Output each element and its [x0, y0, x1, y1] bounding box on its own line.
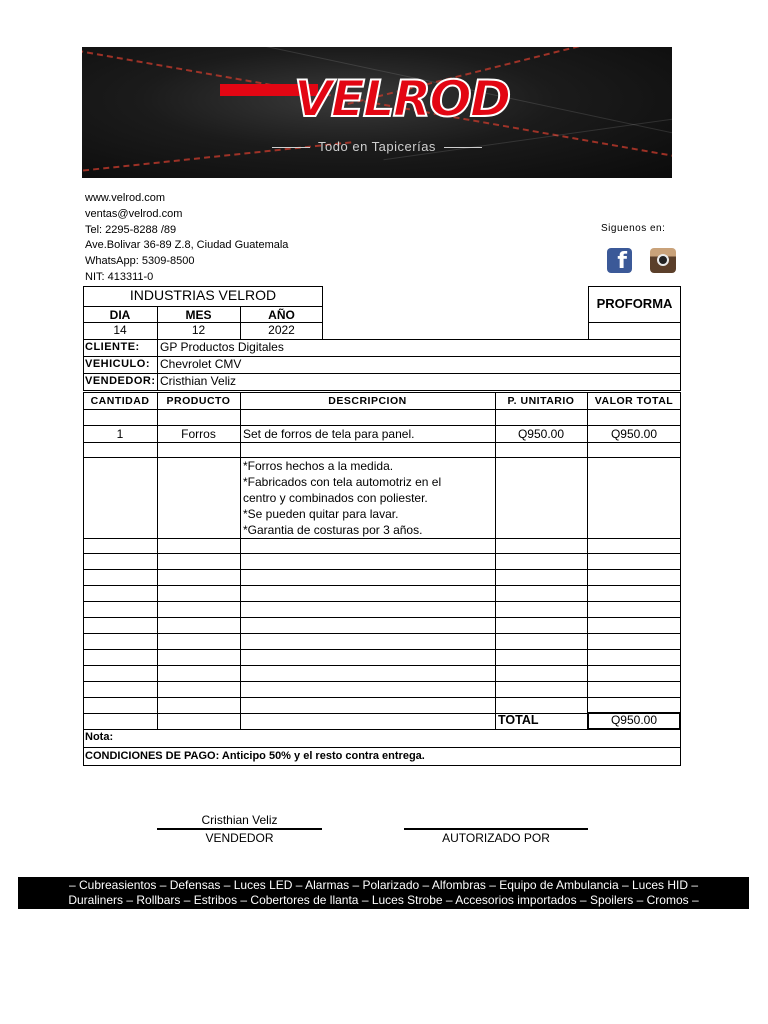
table-row-line — [83, 601, 681, 602]
note-line-2: *Fabricados con tela automotriz en el — [243, 475, 442, 489]
col-header-description: DESCRIPCION — [328, 395, 407, 407]
brand-tagline — [82, 139, 672, 154]
table-row-line — [83, 425, 681, 426]
note-line-3: centro y combinados con poliester. — [243, 491, 428, 505]
date-day: 14 — [113, 323, 127, 337]
table-row-line — [83, 681, 681, 682]
table-row-line — [83, 569, 681, 570]
table-row-line — [83, 457, 681, 458]
payment-conditions: CONDICIONES DE PAGO: Anticipo 50% y el resto contra entrega. — [85, 750, 425, 762]
note-line-1: *Forros hechos a la medida. — [243, 459, 394, 473]
services-line-1: – Cubreasientos – Defensas – Luces LED – Alarmas – Polarizado – Alfombras – Equipo de Ambulancia – Luces HID – — [68, 878, 699, 892]
company-name: INDUSTRIAS VELROD — [129, 287, 277, 303]
table-row-line — [83, 409, 681, 410]
seller-signature-line — [157, 828, 322, 830]
proforma-box — [588, 286, 681, 340]
total-label: TOTAL — [498, 713, 539, 727]
col-header-product: PRODUCTO — [166, 395, 231, 407]
table-row-line — [83, 585, 681, 586]
services-footer — [18, 877, 749, 909]
col-header-qty: CANTIDAD — [90, 395, 150, 407]
client-value: GP Productos Digitales — [160, 340, 284, 354]
services-line-2: Duraliners – Rollbars – Estribos – Cobertores de llanta – Luces Strobe – Accesorios importados – Spoilers – Cromos – — [68, 893, 699, 907]
client-label: CLIENTE: — [85, 341, 140, 353]
website-link[interactable]: www.velrod.com — [85, 192, 166, 204]
seller-signature-title: VENDEDOR — [205, 831, 274, 845]
table-row-line — [83, 697, 681, 698]
doc-type: PROFORMA — [596, 296, 673, 311]
col-header-unit-price: P. UNITARIO — [507, 395, 575, 407]
seller-value: Cristhian Veliz — [160, 374, 237, 388]
nota-label: Nota: — [85, 731, 114, 743]
seller-label: VENDEDOR: — [85, 375, 156, 387]
brand-logo: VELROD — [294, 70, 510, 128]
date-year: 2022 — [268, 323, 295, 337]
authorized-signature-line — [404, 828, 588, 830]
tagline-text: Todo en Tapicerías — [318, 139, 436, 154]
nit: NIT: 413311-0 — [85, 270, 154, 283]
authorized-signature-title: AUTORIZADO POR — [442, 831, 550, 845]
table-row-line — [83, 538, 681, 539]
contact-info — [85, 191, 288, 286]
date-month: 12 — [191, 323, 206, 337]
whatsapp: WhatsApp: 5309-8500 — [85, 255, 195, 268]
item-unit-price: Q950.00 — [517, 427, 565, 441]
vehicle-label: VEHICULO: — [85, 358, 150, 370]
col-header-total: VALOR TOTAL — [594, 395, 674, 407]
email-link[interactable]: ventas@velrod.com — [85, 207, 183, 220]
note-line-4: *Se pueden quitar para lavar. — [243, 507, 399, 521]
item-qty: 1 — [116, 427, 124, 441]
date-day-label: DIA — [109, 308, 131, 322]
follow-us-label: Siguenos en: — [601, 223, 666, 234]
address: Ave.Bolivar 36-89 Z.8, Ciudad Guatemala — [85, 239, 289, 252]
table-row-line — [83, 553, 681, 554]
item-product: Forros — [181, 427, 216, 441]
vehicle-value: Chevrolet CMV — [160, 357, 242, 371]
table-row-line — [83, 442, 681, 443]
instagram-icon[interactable] — [650, 248, 676, 273]
total-value: Q950.00 — [610, 713, 658, 727]
table-row-line — [83, 665, 681, 666]
date-month-label: MES — [185, 308, 212, 322]
table-row-line — [83, 649, 681, 650]
table-row-line — [83, 633, 681, 634]
facebook-icon[interactable]: f — [607, 248, 632, 273]
note-line-5: *Garantia de costuras por 3 años. — [243, 523, 423, 537]
phone: Tel: 2295-8288 /89 — [85, 223, 177, 236]
date-year-label: AÑO — [268, 308, 295, 322]
item-description: Set de forros de tela para panel. — [243, 427, 415, 441]
table-row-line — [83, 617, 681, 618]
seller-signature-name: Cristhian Veliz — [201, 813, 278, 827]
item-total: Q950.00 — [610, 427, 658, 441]
header-banner — [82, 47, 672, 178]
